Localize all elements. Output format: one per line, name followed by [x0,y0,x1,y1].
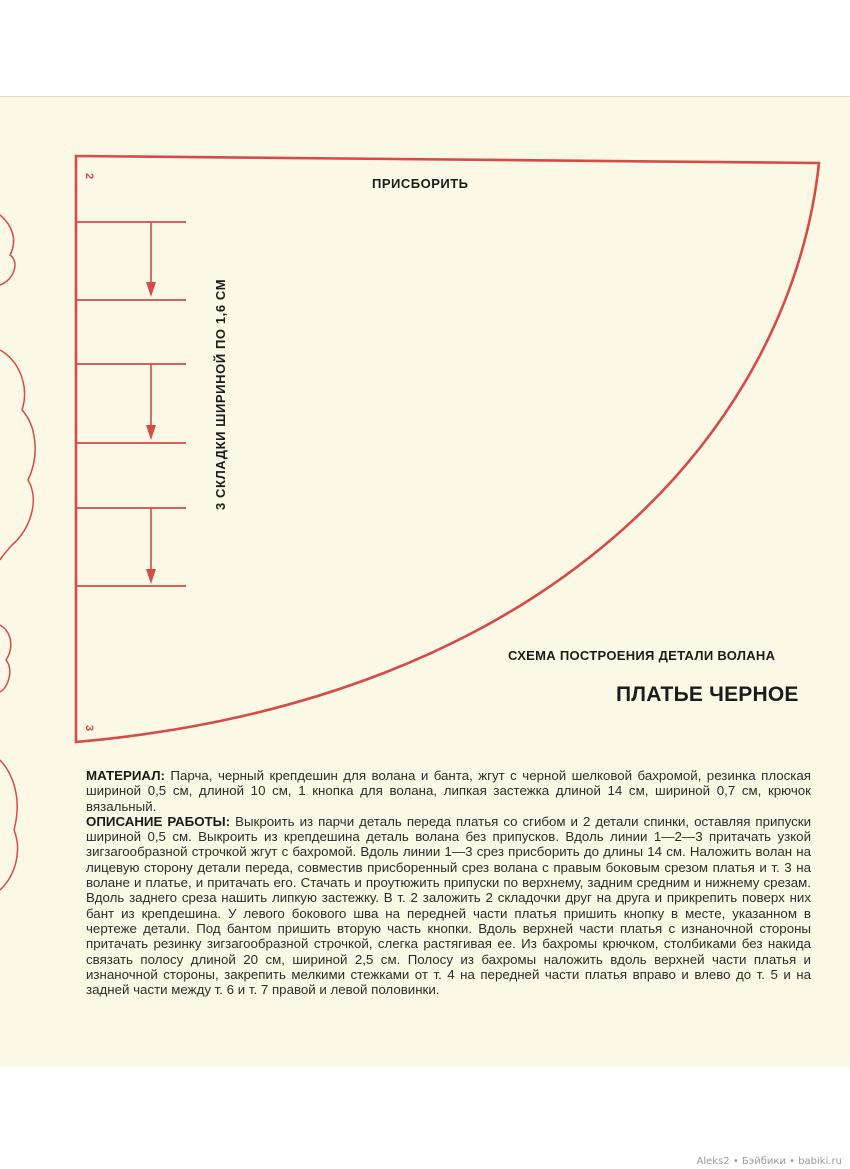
material-body: Парча, черный крепдешин для волана и банта, жгут с черной шелковой бахромой, резинка плоская шириной 0,5 см, длиной 10 см, 1 кнопка для волана, липкая застежка длиной 14 см, шириной 0,7 см, крючок вязальный. [86,768,811,814]
pleat-arrow-1 [146,222,156,297]
gather-label: ПРИСБОРИТЬ [372,176,469,191]
scheme-title: СХЕМА ПОСТРОЕНИЯ ДЕТАЛИ ВОЛАНА [508,648,776,663]
work-heading: ОПИСАНИЕ РАБОТЫ: [86,813,231,829]
work-paragraph [86,814,811,998]
material-paragraph [86,768,811,814]
pleat-arrow-2 [146,364,156,440]
fabric-edge-middle [0,350,35,560]
point-3-label: 3 [83,724,96,732]
dress-title: ПЛАТЬЕ ЧЕРНОЕ [616,683,799,706]
pleat-arrow-3 [146,508,156,584]
work-body: Выкроить из парчи деталь переда платья со сгибом и 2 детали спинки, оставляя припуски шириной 0,5 см. Выкроить из крепдешина деталь волана без припусков. Вдоль линии 1—2—3 притачать узкой зигзагообразной строчкой жгут с бахромой. Вдоль линии 1—3 срез присборить до длины 14 см. Наложить волан на лицевую сторону детали переда, совместив присборенный срез волана с правым боковым срезом платья и т. 3 на волане и платье, и притачать его. Стачать и проутюжить припуски по верхнему, задним средним и нижнему срезам. Вдоль заднего среза нашить липкую застежку. В т. 2 заложить 2 складочки друг на друга и прикрепить поверх них бант из крепдешина. У левого бокового шва на передней части платья пришить кнопку в месте, указанном в чертеже детали. Под бантом пришить вторую часть кнопки. Вдоль верхней части платья с изнаночной стороны притачать резинку зигзагообразной строчкой, слегка растягивая ее. Из бахромы крючком, столбиками без накида связать полосу длиной 20 см, шириной 2,5 см. Полосу из бахромы наложить вдоль верхней части платья и изнаночной стороны, закрепить мелкими стежками от т. 4 на передней части платья вправо и влево до т. 5 и на задней части между т. 6 и т. 7 правой и левой половинки. [86,813,812,998]
point-2-label: 2 [83,172,96,180]
fabric-edge-top [0,215,15,285]
fabric-edge-lower [0,625,11,692]
fabric-edge-bottom [0,760,18,890]
folds-label: 3 СКЛАДКИ ШИРИНОЙ ПО 1,6 СМ [213,278,228,510]
material-heading: МАТЕРИАЛ: [86,768,165,783]
watermark: Aleks2 • Бэйбики • babiki.ru [696,1156,842,1167]
instructions-text [86,768,811,997]
